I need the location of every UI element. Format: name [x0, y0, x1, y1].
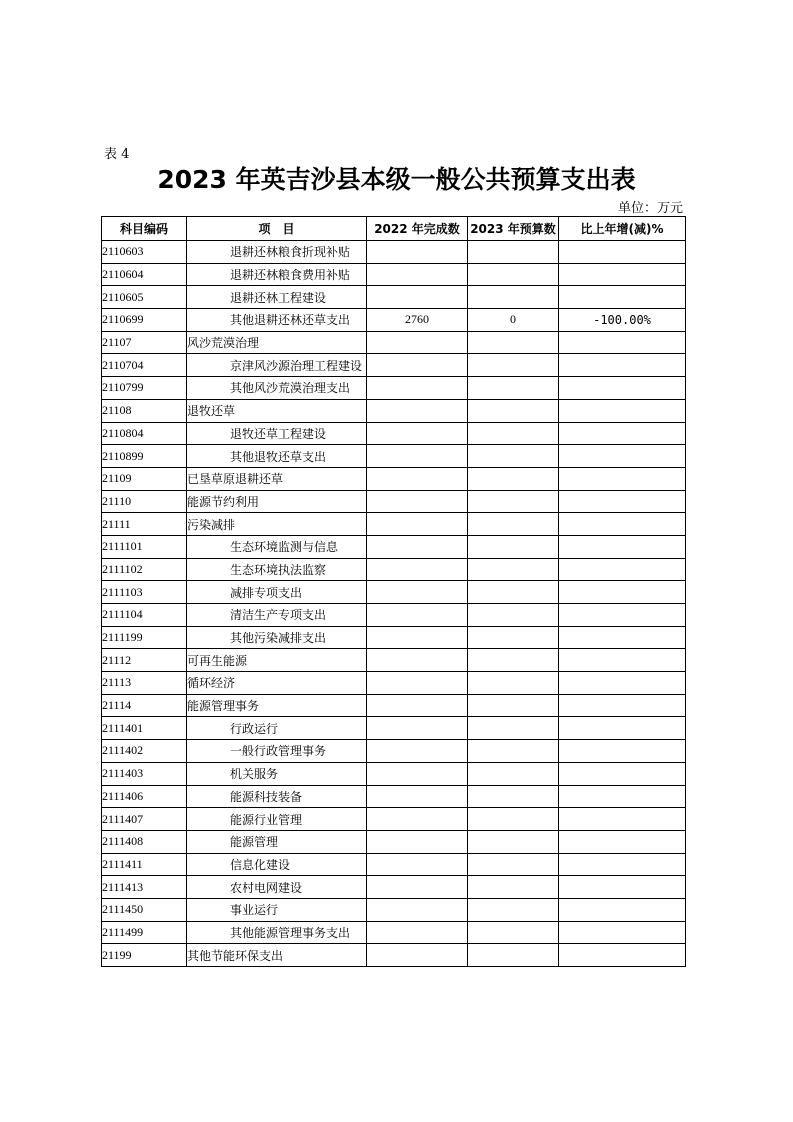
actual-2022-cell [367, 853, 468, 876]
code-cell: 2111102 [102, 558, 187, 581]
change-percent-cell [559, 331, 686, 354]
item-name-cell: 能源管理 [187, 830, 367, 853]
actual-2022-cell [367, 626, 468, 649]
change-percent-cell [559, 944, 686, 967]
code-cell: 2111101 [102, 535, 187, 558]
table-header-row [102, 217, 686, 241]
code-cell: 21109 [102, 467, 187, 490]
change-percent-cell [559, 422, 686, 445]
item-name-cell: 能源行业管理 [187, 808, 367, 831]
change-percent-cell [559, 286, 686, 309]
table-row [102, 535, 686, 558]
code-cell: 21107 [102, 331, 187, 354]
budget-2023-cell [468, 694, 559, 717]
table-row [102, 898, 686, 921]
budget-2023-cell [468, 535, 559, 558]
item-name-cell: 京津风沙源治理工程建设 [187, 354, 367, 377]
table-row [102, 785, 686, 808]
item-name-cell: 清洁生产专项支出 [187, 604, 367, 627]
item-name-cell: 信息化建设 [187, 853, 367, 876]
item-name-cell: 机关服务 [187, 762, 367, 785]
code-cell: 21199 [102, 944, 187, 967]
change-percent-cell [559, 649, 686, 672]
change-percent-cell [559, 694, 686, 717]
table-row [102, 876, 686, 899]
item-name-cell: 其他风沙荒漠治理支出 [187, 377, 367, 400]
table-row [102, 558, 686, 581]
actual-2022-cell [367, 830, 468, 853]
actual-2022-cell: 2760 [367, 309, 468, 332]
code-cell: 2111104 [102, 604, 187, 627]
table-row [102, 740, 686, 763]
table-row [102, 377, 686, 400]
budget-2023-cell [468, 399, 559, 422]
budget-2023-cell [468, 717, 559, 740]
item-name-cell: 退耕还林粮食折现补贴 [187, 241, 367, 264]
actual-2022-cell [367, 399, 468, 422]
item-name-cell: 退耕还林粮食费用补贴 [187, 263, 367, 286]
budget-2023-cell [468, 422, 559, 445]
budget-2023-cell [468, 445, 559, 468]
actual-2022-cell [367, 241, 468, 264]
unit-label: 单位：万元 [617, 201, 683, 216]
table-row [102, 672, 686, 695]
budget-2023-cell [468, 853, 559, 876]
change-percent-cell [559, 558, 686, 581]
item-name-cell: 其他退牧还草支出 [187, 445, 367, 468]
budget-2023-cell [468, 762, 559, 785]
budget-2023-cell [468, 785, 559, 808]
budget-2023-cell [468, 513, 559, 536]
change-percent-cell [559, 762, 686, 785]
table-row [102, 808, 686, 831]
code-cell: 21114 [102, 694, 187, 717]
actual-2022-cell [367, 921, 468, 944]
column-header-2023-budget: 2023 年预算数 [468, 217, 559, 241]
code-cell: 2111411 [102, 853, 187, 876]
budget-2023-cell [468, 604, 559, 627]
change-percent-cell [559, 581, 686, 604]
code-cell: 2111499 [102, 921, 187, 944]
code-cell: 2111402 [102, 740, 187, 763]
change-percent-cell [559, 263, 686, 286]
item-name-cell: 生态环境监测与信息 [187, 535, 367, 558]
budget-2023-cell [468, 354, 559, 377]
actual-2022-cell [367, 377, 468, 400]
change-percent-cell [559, 399, 686, 422]
actual-2022-cell [367, 672, 468, 695]
code-cell: 2110604 [102, 263, 187, 286]
change-percent-cell: -100.00% [559, 309, 686, 332]
budget-2023-cell: 0 [468, 309, 559, 332]
budget-2023-cell [468, 921, 559, 944]
budget-2023-cell [468, 898, 559, 921]
item-name-cell: 其他节能环保支出 [187, 944, 367, 967]
budget-2023-cell [468, 649, 559, 672]
table-body [102, 241, 686, 967]
item-name-cell: 退耕还林工程建设 [187, 286, 367, 309]
code-cell: 21113 [102, 672, 187, 695]
change-percent-cell [559, 921, 686, 944]
item-name-cell: 减排专项支出 [187, 581, 367, 604]
change-percent-cell [559, 853, 686, 876]
column-header-2022-actual: 2022 年完成数 [367, 217, 468, 241]
budget-2023-cell [468, 263, 559, 286]
table-row [102, 649, 686, 672]
table-label: 表 4 [104, 147, 130, 162]
actual-2022-cell [367, 876, 468, 899]
actual-2022-cell [367, 740, 468, 763]
code-cell: 2110899 [102, 445, 187, 468]
item-name-cell: 事业运行 [187, 898, 367, 921]
code-cell: 2111413 [102, 876, 187, 899]
change-percent-cell [559, 445, 686, 468]
actual-2022-cell [367, 808, 468, 831]
item-name-cell: 循环经济 [187, 672, 367, 695]
code-cell: 2110605 [102, 286, 187, 309]
code-cell: 2110699 [102, 309, 187, 332]
actual-2022-cell [367, 558, 468, 581]
change-percent-cell [559, 604, 686, 627]
table-row [102, 513, 686, 536]
table-row [102, 445, 686, 468]
table-row [102, 921, 686, 944]
budget-2023-cell [468, 626, 559, 649]
actual-2022-cell [367, 467, 468, 490]
table-row [102, 762, 686, 785]
actual-2022-cell [367, 445, 468, 468]
table-row [102, 717, 686, 740]
budget-2023-cell [468, 830, 559, 853]
code-cell: 2111103 [102, 581, 187, 604]
code-cell: 2110704 [102, 354, 187, 377]
actual-2022-cell [367, 263, 468, 286]
budget-2023-cell [468, 672, 559, 695]
table-row [102, 241, 686, 264]
item-name-cell: 生态环境执法监察 [187, 558, 367, 581]
actual-2022-cell [367, 535, 468, 558]
table-row [102, 694, 686, 717]
item-name-cell: 一般行政管理事务 [187, 740, 367, 763]
item-name-cell: 能源科技装备 [187, 785, 367, 808]
actual-2022-cell [367, 581, 468, 604]
budget-2023-cell [468, 331, 559, 354]
table-row [102, 309, 686, 332]
actual-2022-cell [367, 717, 468, 740]
budget-2023-cell [468, 377, 559, 400]
code-cell: 2110799 [102, 377, 187, 400]
change-percent-cell [559, 830, 686, 853]
item-name-cell: 污染减排 [187, 513, 367, 536]
column-header-code: 科目编码 [102, 217, 187, 241]
change-percent-cell [559, 377, 686, 400]
code-cell: 2111408 [102, 830, 187, 853]
table-row [102, 490, 686, 513]
item-name-cell: 其他能源管理事务支出 [187, 921, 367, 944]
item-name-cell: 农村电网建设 [187, 876, 367, 899]
table-row [102, 399, 686, 422]
change-percent-cell [559, 808, 686, 831]
actual-2022-cell [367, 490, 468, 513]
change-percent-cell [559, 898, 686, 921]
table-row [102, 467, 686, 490]
item-name-cell: 退牧还草 [187, 399, 367, 422]
actual-2022-cell [367, 944, 468, 967]
item-name-cell: 退牧还草工程建设 [187, 422, 367, 445]
table-row [102, 331, 686, 354]
change-percent-cell [559, 354, 686, 377]
budget-2023-cell [468, 286, 559, 309]
actual-2022-cell [367, 898, 468, 921]
change-percent-cell [559, 490, 686, 513]
table-row [102, 604, 686, 627]
table-row [102, 263, 686, 286]
change-percent-cell [559, 672, 686, 695]
code-cell: 2111199 [102, 626, 187, 649]
item-name-cell: 其他污染减排支出 [187, 626, 367, 649]
code-cell: 2110603 [102, 241, 187, 264]
table-row [102, 581, 686, 604]
item-name-cell: 能源节约利用 [187, 490, 367, 513]
change-percent-cell [559, 717, 686, 740]
code-cell: 21112 [102, 649, 187, 672]
code-cell: 21111 [102, 513, 187, 536]
code-cell: 2111406 [102, 785, 187, 808]
budget-2023-cell [468, 581, 559, 604]
change-percent-cell [559, 513, 686, 536]
change-percent-cell [559, 876, 686, 899]
actual-2022-cell [367, 354, 468, 377]
code-cell: 21110 [102, 490, 187, 513]
budget-2023-cell [468, 467, 559, 490]
item-name-cell: 能源管理事务 [187, 694, 367, 717]
actual-2022-cell [367, 762, 468, 785]
budget-2023-cell [468, 944, 559, 967]
code-cell: 21108 [102, 399, 187, 422]
item-name-cell: 已垦草原退耕还草 [187, 467, 367, 490]
change-percent-cell [559, 535, 686, 558]
actual-2022-cell [367, 286, 468, 309]
code-cell: 2110804 [102, 422, 187, 445]
column-header-item: 项 目 [187, 217, 367, 241]
table-row [102, 354, 686, 377]
item-name-cell: 行政运行 [187, 717, 367, 740]
table-row [102, 830, 686, 853]
change-percent-cell [559, 740, 686, 763]
actual-2022-cell [367, 649, 468, 672]
budget-2023-cell [468, 558, 559, 581]
budget-2023-cell [468, 241, 559, 264]
table-row [102, 422, 686, 445]
actual-2022-cell [367, 785, 468, 808]
code-cell: 2111403 [102, 762, 187, 785]
table-row [102, 853, 686, 876]
actual-2022-cell [367, 604, 468, 627]
actual-2022-cell [367, 331, 468, 354]
table-row [102, 944, 686, 967]
item-name-cell: 其他退耕还林还草支出 [187, 309, 367, 332]
change-percent-cell [559, 626, 686, 649]
budget-2023-cell [468, 490, 559, 513]
budget-table [101, 216, 686, 967]
item-name-cell: 可再生能源 [187, 649, 367, 672]
table-row [102, 286, 686, 309]
change-percent-cell [559, 785, 686, 808]
code-cell: 2111407 [102, 808, 187, 831]
change-percent-cell [559, 241, 686, 264]
actual-2022-cell [367, 513, 468, 536]
table-row [102, 626, 686, 649]
column-header-change: 比上年增(减)% [559, 217, 686, 241]
budget-2023-cell [468, 876, 559, 899]
page-title: 2023 年英吉沙县本级一般公共预算支出表 [157, 165, 636, 194]
budget-2023-cell [468, 808, 559, 831]
change-percent-cell [559, 467, 686, 490]
budget-2023-cell [468, 740, 559, 763]
item-name-cell: 风沙荒漠治理 [187, 331, 367, 354]
actual-2022-cell [367, 422, 468, 445]
code-cell: 2111401 [102, 717, 187, 740]
code-cell: 2111450 [102, 898, 187, 921]
actual-2022-cell [367, 694, 468, 717]
